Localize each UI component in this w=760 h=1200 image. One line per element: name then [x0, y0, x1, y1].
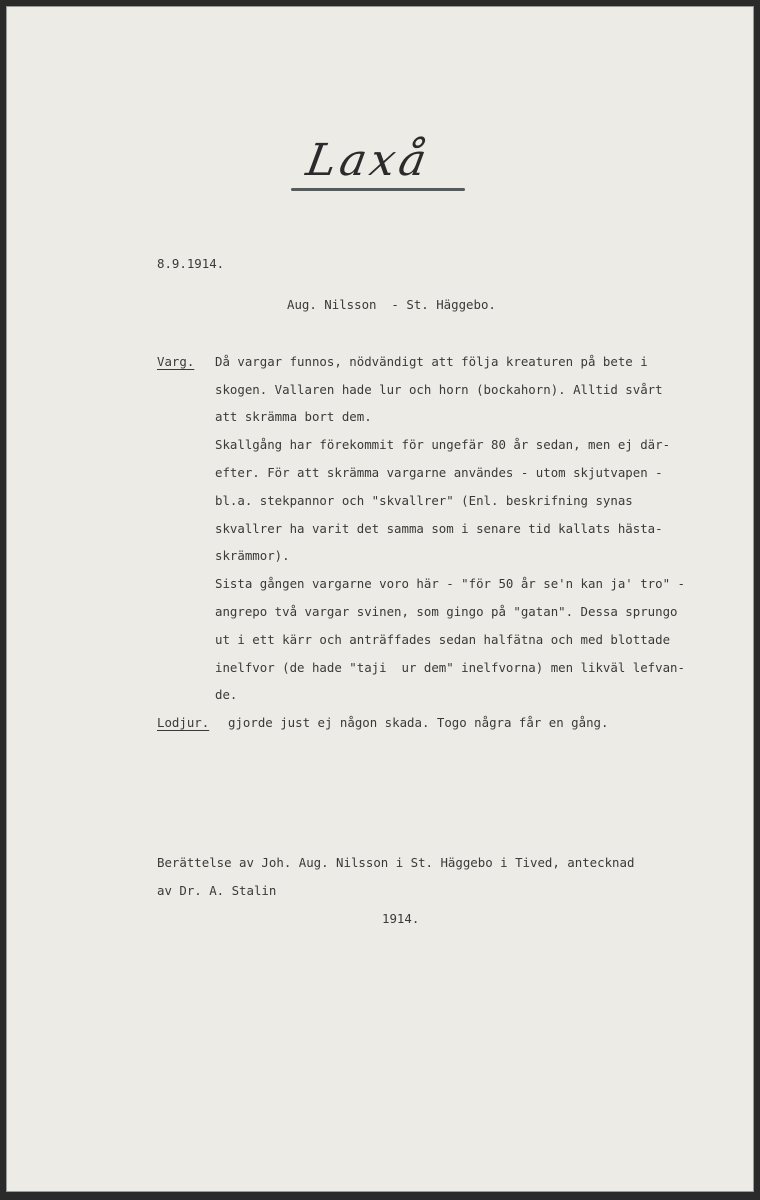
section-label-lodjur: Lodjur. [157, 715, 210, 730]
varg-text-line: skrämmor). [215, 548, 290, 563]
varg-text-line: ut i ett kärr och anträffades sedan halfätna och med blottade [215, 632, 671, 647]
handwritten-heading: Laxå [302, 135, 434, 186]
varg-text-line: skvallrer ha varit det samma som i senare tid kallats hästa- [215, 521, 663, 536]
varg-text-line: efter. För att skrämma vargarne användes - utom skjutvapen - [215, 465, 663, 480]
record-date: 8.9.1914. [157, 256, 225, 271]
varg-text-line: att skrämma bort dem. [215, 409, 372, 424]
varg-text-line: Då vargar funnos, nödvändigt att följa kreaturen på bete i [215, 354, 648, 369]
informant-line: Aug. Nilsson - St. Häggebo. [287, 297, 496, 312]
varg-text-line: Sista gången vargarne voro här - "för 50 år se'n kan ja' tro" - [215, 576, 685, 591]
footer-attribution-line: av Dr. A. Stalin [157, 883, 277, 898]
lodjur-text: gjorde just ej någon skada. Togo några får en gång. [228, 715, 609, 730]
varg-text-line: bl.a. stekpannor och "skvallrer" (Enl. beskrifning synas [215, 493, 633, 508]
varg-text-line: angrepo två vargar svinen, som gingo på "gatan". Dessa sprungo [215, 604, 678, 619]
heading-underline [291, 188, 465, 191]
varg-text-line: Skallgång har förekommit för ungefär 80 år sedan, men ej där- [215, 437, 671, 452]
document-page [6, 6, 754, 1192]
varg-text-line: de. [215, 687, 238, 702]
varg-text-line: inelfvor (de hade "taji ur dem" inelfvorna) men likväl lefvan- [215, 660, 685, 675]
section-label-varg: Varg. [157, 354, 195, 369]
footer-year: 1914. [382, 911, 420, 926]
varg-text-line: skogen. Vallaren hade lur och horn (bockahorn). Alltid svårt [215, 382, 663, 397]
footer-attribution-line: Berättelse av Joh. Aug. Nilsson i St. Häggebo i Tived, antecknad [157, 855, 635, 870]
